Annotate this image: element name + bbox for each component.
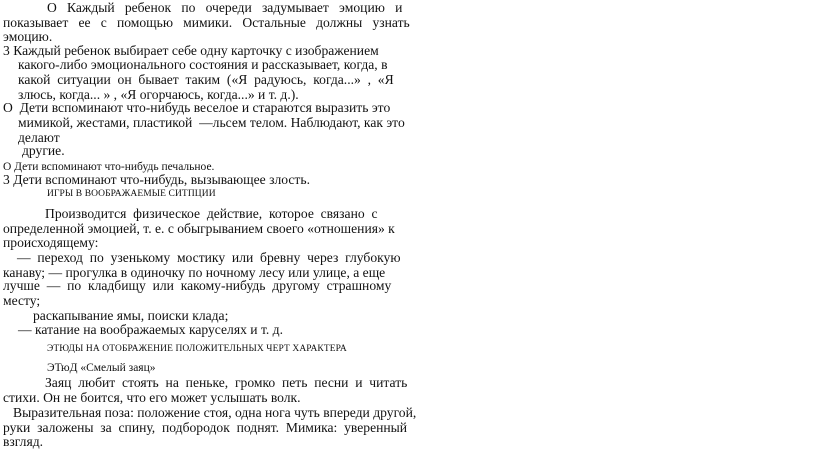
- text-line: происходящему:: [3, 235, 99, 251]
- text-line: взгляд.: [3, 434, 44, 450]
- text-line: О Каждый ребенок по очереди задумывает эмоцию и: [47, 0, 403, 15]
- text-line: 3 Каждый ребенок выбирает себе одну карточку с изображением: [3, 42, 379, 58]
- text-line: — переход по узенькому мостику или бревну через глубокую: [17, 250, 401, 265]
- text-line: лучше — по кладбищу или какому-нибудь другому страшному: [3, 278, 392, 294]
- text-line: — катание на воображаемых каруселях и т. д.: [18, 322, 283, 338]
- text-line: Производится физическое действие, которое связано с: [45, 206, 378, 222]
- text-line: определенной эмоцией, т. е. с обыгрыванием своего «отношения» к: [3, 220, 395, 236]
- text-line: О Дети вспоминают что-нибудь веселое и стараются выразить это: [3, 100, 391, 116]
- subsection-heading: ЭТюД «Смелый заяц»: [47, 361, 156, 374]
- text-line: месту;: [3, 292, 41, 308]
- text-line: злюсь, когда... » , «Я огорчаюсь, когда...» и т. д.).: [18, 86, 299, 102]
- text-line: канаву; — прогулка в одиночку по ночному лесу или улице, а еще: [3, 264, 386, 280]
- text-line: руки заложены за спину, подбородок поднят. Мимика: уверенный: [3, 419, 408, 435]
- text-line: какой ситуации он бывает таким («Я радуюсь, когда...» , «Я: [18, 72, 394, 87]
- text-line: О Дети вспоминают что-нибудь печальное.: [3, 160, 215, 173]
- text-line: Выразительная поза: положение стоя, одна нога чуть впереди другой,: [13, 405, 417, 421]
- text-line: мимикой, жестами, пластикой —льсем телом. Наблюдают, как это: [18, 114, 405, 130]
- text-line: какого-либо эмоционального состояния и рассказывает, когда, в: [18, 57, 388, 73]
- section-heading: ЭТЮДЫ НА ОТОБРАЖЕНИЕ ПОЛОЖИТЕЛЬНЫХ ЧЕРТ ХАРАКТЕРА: [47, 344, 347, 355]
- text-line: делают: [18, 129, 60, 145]
- text-line: другие.: [22, 143, 65, 159]
- text-line: Заяц любит стоять на пеньке, громко петь песни и читать: [45, 375, 408, 391]
- text-line: стихи. Он не боится, что его может услышать волк.: [3, 389, 301, 405]
- section-heading: ИГРЫ В ВООБРАЖАЕМЫЕ СИТПЦИИ: [47, 189, 216, 200]
- text-line: эмоцию.: [3, 29, 53, 45]
- text-line: 3 Дети вспоминают что-нибудь, вызывающее злость.: [3, 171, 310, 187]
- text-line: раскапывание ямы, поиски клада;: [33, 307, 229, 323]
- text-line: показывает ее с помощью мимики. Остальные должны узнать: [3, 14, 410, 30]
